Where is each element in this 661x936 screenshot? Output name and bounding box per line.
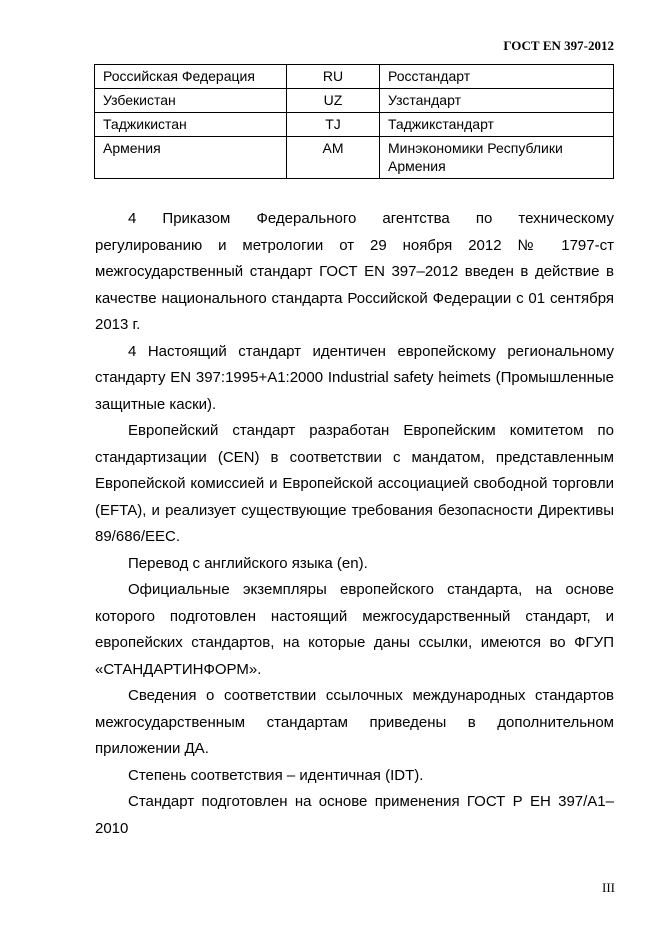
standards-body-cell: Росстандарт	[380, 65, 614, 89]
paragraph-identity: 4 Настоящий стандарт идентичен европейскому региональному стандарту EN 397:1995+A1:2000 Industrial safety heimets (Промышленные защитные каски).	[95, 342, 614, 413]
country-code-cell: UZ	[287, 89, 380, 113]
paragraph-references: Сведения о соответствии ссылочных международных стандартов межгосударственным стандартам приведены в дополнительном приложении ДА.	[95, 687, 614, 757]
document-body	[95, 206, 614, 842]
table-row	[95, 65, 614, 89]
paragraph-basis: Стандарт подготовлен на основе применения ГОСТ Р ЕН 397/А1–2010	[95, 793, 614, 837]
paragraph-order: 4 Приказом Федерального агентства по техническому регулированию и метрологии от 29 ноября 2012 № 1797-ст межгосударственный стандарт ГОСТ EN 397–2012 введен в действие в качестве национального стандарта Российской Федерации с 01 сентября 2013 г.	[95, 210, 614, 333]
table-row	[95, 137, 614, 179]
paragraph-translation: Перевод с английского языка (en).	[128, 554, 368, 572]
standards-body-cell: Узстандарт	[380, 89, 614, 113]
page-number: III	[602, 880, 615, 895]
country-code-cell: AM	[287, 137, 380, 179]
paragraph-official-copies: Официальные экземпляры европейского стандарта, на основе которого подготовлен настоящий межгосударственный стандарт, и европейских стандартов, на которые даны ссылки, имеются во ФГУП «СТАНДАРТИНФОРМ».	[95, 581, 614, 678]
standards-body-cell: Таджикстандарт	[380, 113, 614, 137]
country-code-cell: RU	[287, 65, 380, 89]
paragraph-conformity: Степень соответствия – идентичная (IDT).	[128, 766, 424, 784]
country-cell: Российская Федерация	[95, 65, 287, 89]
standards-body-cell: Минэкономики Республики Армения	[380, 137, 614, 179]
country-cell: Армения	[95, 137, 287, 179]
table-row	[95, 113, 614, 137]
paragraph-european-standard: Европейский стандарт разработан Европейским комитетом по стандартизации (CEN) в соответствии с мандатом, представленным Европейской комиссией и Европейской ассоциацией свободной торговли (EFTA), и реализует существующие требования безопасности Директивы 89/686/EEC.	[95, 422, 614, 545]
country-cell: Таджикистан	[95, 113, 287, 137]
country-cell: Узбекистан	[95, 89, 287, 113]
member-countries-table	[94, 64, 614, 179]
country-code-cell: TJ	[287, 113, 380, 137]
table-row	[95, 89, 614, 113]
document-header: ГОСТ EN 397-2012	[503, 38, 614, 53]
